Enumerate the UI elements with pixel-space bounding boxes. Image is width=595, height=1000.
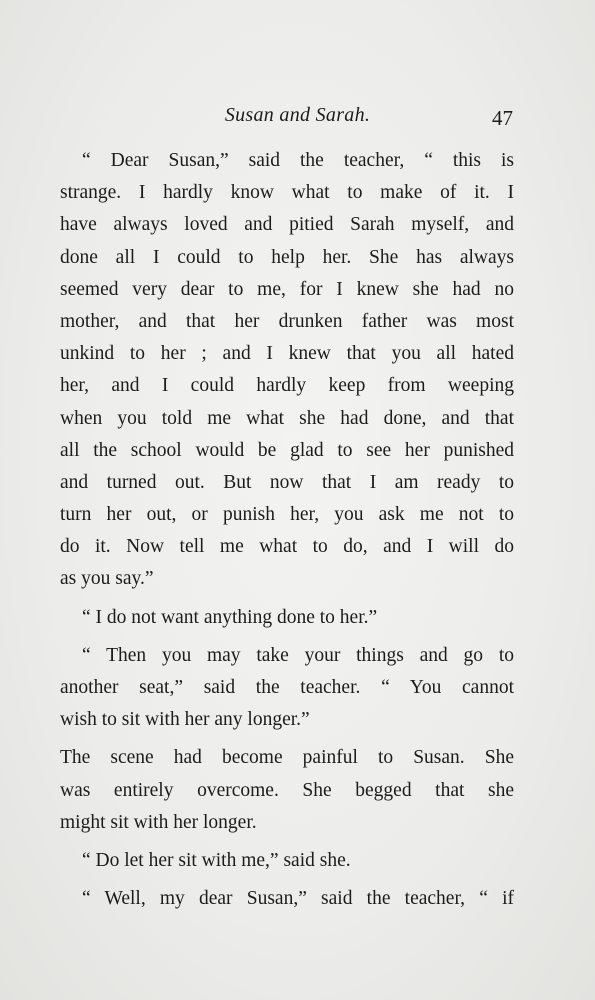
text-line: and turned out. But now that I am ready to <box>60 471 514 493</box>
text-line: another seat,” said the teacher. “ You cannot <box>60 677 514 698</box>
page-header <box>0 104 595 134</box>
text-line: her, and I could hardly keep from weeping <box>60 375 514 397</box>
text-line: was entirely overcome. She begged that she <box>60 779 514 801</box>
paragraph <box>60 883 514 915</box>
text-line: all the school would be glad to see her punished <box>60 439 514 461</box>
text-line: turn her out, or punish her, you ask me not to <box>60 504 514 526</box>
paragraph <box>60 640 514 737</box>
text-line: strange. I hardly know what to make of it. I <box>60 182 514 204</box>
text-line: “ Well, my dear Susan,” said the teacher, “ if <box>82 888 514 910</box>
text-line: have always loved and pitied Sarah myself, and <box>60 214 514 236</box>
paragraph <box>60 145 514 596</box>
paragraph <box>60 602 514 634</box>
text-line: “ I do not want anything done to her.” <box>82 606 378 628</box>
text-line: as you say.” <box>60 568 154 590</box>
text-line: when you told me what she had done, and that <box>60 407 514 429</box>
paragraph <box>60 742 514 839</box>
text-line: wish to sit with her any longer.” <box>60 709 310 731</box>
paragraph <box>60 845 514 877</box>
body-text <box>60 145 514 915</box>
running-title: Susan and Sarah. <box>224 104 371 126</box>
text-line: might sit with her longer. <box>60 811 257 833</box>
page-number: 47 <box>492 106 513 130</box>
text-line: done all I could to help her. She has always <box>60 246 514 268</box>
text-line: do it. Now tell me what to do, and I will do <box>60 536 514 558</box>
text-line: The scene had become painful to Susan. She <box>60 747 514 769</box>
text-line: seemed very dear to me, for I knew she had no <box>60 278 514 300</box>
text-line: unkind to her ; and I knew that you all hated <box>60 343 514 365</box>
text-line: mother, and that her drunken father was most <box>60 310 514 332</box>
text-line: “ Dear Susan,” said the teacher, “ this is <box>82 150 514 171</box>
text-line: “ Then you may take your things and go to <box>82 644 514 666</box>
text-line: “ Do let her sit with me,” said she. <box>82 849 351 871</box>
